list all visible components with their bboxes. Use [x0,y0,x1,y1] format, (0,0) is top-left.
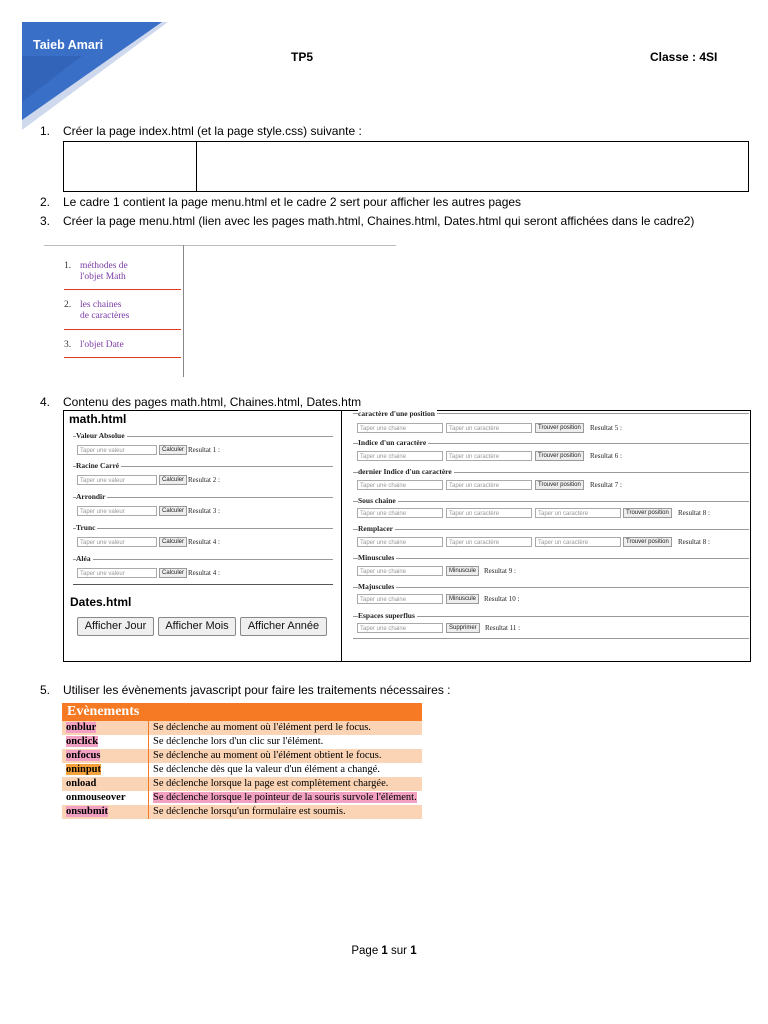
table-row [62,805,422,819]
footer-of-word: sur [391,945,408,957]
author-name: Taieb Amari [33,38,104,52]
event-name-cell [62,777,149,791]
string-input[interactable]: Taper une chaine [357,451,443,461]
step-number: 2. [40,195,51,209]
math-value-input[interactable]: Taper une valeur [77,475,157,485]
calculate-button[interactable]: Calculer [159,475,187,485]
table-row [62,763,422,777]
event-name: onclick [66,736,99,747]
event-description: Se déclenche lors d'un clic sur l'élément. [149,735,423,749]
menu-separator [64,289,181,290]
menu-link-chaines[interactable] [80,300,129,322]
table-row [62,777,422,791]
events-table [62,703,422,819]
step-2 [0,195,768,211]
math-value-input[interactable]: Taper une valeur [77,445,157,455]
result-label: Resultat 5 : [590,424,622,432]
event-description: Se déclenche lorsqu'un formulaire est soumis. [149,805,423,819]
fieldset-border [353,587,749,588]
footer-page-number: 1 [381,945,388,957]
menu-item-number: 2. [64,300,72,310]
show-year-button[interactable]: Afficher Année [240,617,327,636]
result-label: Resultat 3 : [188,507,220,515]
step-text: Créer la page menu.html (lien avec les pages math.html, Chaines.html, Dates.html qui seront affichées dans le cadre2) [63,214,695,228]
menu-link-line: méthodes de [80,261,128,271]
event-name: onload [66,778,97,789]
footer-page-word: Page [351,945,379,957]
show-day-button[interactable]: Afficher Jour [77,617,154,636]
result-label: Resultat 4 : [188,569,220,577]
math-value-input[interactable]: Taper une valeur [77,568,157,578]
char-input[interactable]: Taper un caractère [446,423,532,433]
string-input[interactable]: Taper une chaine [357,594,443,604]
find-position-button[interactable]: Trouver position [623,537,672,547]
step-3 [0,214,768,230]
menu-separator [64,329,181,330]
step-text: Créer la page index.html (et la page style.css) suivante : [63,124,362,138]
fieldset-border [73,528,333,529]
fieldset-legend: Valeur Absolue [76,431,125,440]
step-number: 1. [40,124,51,138]
lowercase-button[interactable]: Minuscule [446,566,479,576]
char-input[interactable]: Taper un caractère [446,537,532,547]
event-name: onsubmit [66,806,109,817]
fieldset-legend: dernier Indice d'un caractère [358,467,452,476]
event-description [149,791,423,805]
page-footer [0,945,768,957]
show-month-button[interactable]: Afficher Mois [158,617,236,636]
fieldset-legend: caractère d'une position [358,409,435,418]
event-name: onfocus [66,750,101,761]
string-input[interactable]: Taper une chaine [357,566,443,576]
string-input[interactable]: Taper une chaine [357,537,443,547]
menu-link-date[interactable]: l'objet Date [80,340,124,350]
fieldset-legend: Racine Carré [76,461,120,470]
table-header: Evènements [62,703,422,721]
fieldset-legend: Remplacer [358,524,393,533]
event-name-cell [62,791,149,805]
class-label: Classe : 4SI [650,50,718,64]
result-label: Resultat 10 : [484,595,520,603]
pages-preview [63,410,751,662]
footer-page-total: 1 [410,945,417,957]
calculate-button[interactable]: Calculer [159,445,187,455]
result-label: Resultat 11 : [485,624,521,632]
fieldset-border [353,501,749,502]
math-page-title: math.html [69,412,127,426]
calculate-button[interactable]: Calculer [159,537,187,547]
result-label: Resultat 9 : [484,567,516,575]
find-position-button[interactable]: Trouver position [535,423,584,433]
step-1 [0,124,768,140]
frameset-diagram [63,141,749,192]
fieldset-legend: Indice d'un caractère [358,438,427,447]
menu-page-preview [44,245,396,377]
table-row [62,735,422,749]
fieldset-border [73,584,333,585]
string-input[interactable]: Taper une chaine [357,508,443,518]
step-text: Contenu des pages math.html, Chaines.html, Dates.htm [63,395,362,409]
step-number: 4. [40,395,51,409]
menu-link-line: les chaines [80,300,122,310]
table-row [62,791,422,805]
event-name: onblur [66,722,97,733]
menu-item-number: 1. [64,261,72,271]
table-row [62,721,422,735]
event-description: Se déclenche lorsque la page est complètement chargée. [149,777,423,791]
math-value-input[interactable]: Taper une valeur [77,506,157,516]
fieldset-legend: Sous chaine [358,496,396,505]
event-name-cell [62,749,149,763]
result-label: Resultat 6 : [590,452,622,460]
fieldset-border [353,558,749,559]
calculate-button[interactable]: Calculer [159,506,187,516]
result-label: Resultat 4 : [188,538,220,546]
fieldset-legend: Trunc [76,523,96,532]
fieldset-border [353,638,749,639]
menu-link-line: l'objet Math [80,272,126,282]
string-input[interactable]: Taper une chaine [357,480,443,490]
step-number: 3. [40,214,51,228]
menu-item-number: 3. [64,340,72,350]
fieldset-legend: Majuscules [358,582,395,591]
table-header-row [62,703,422,721]
uppercase-button[interactable]: Minuscule [446,594,479,604]
result-label: Resultat 8 : [678,538,710,546]
event-name-cell [62,805,149,819]
result-label: Resultat 1 : [188,446,220,454]
preview-top-border [44,245,396,246]
char-input[interactable]: Taper un caractère [535,537,621,547]
string-input[interactable]: Taper une chaine [357,623,443,633]
remove-spaces-button[interactable]: Supprimer [446,623,480,633]
step-number: 5. [40,683,51,697]
menu-separator [64,357,181,358]
char-input[interactable]: Taper un caractère [446,508,532,518]
event-description: Se déclenche dès que la valeur d'un élément a changé. [149,763,423,777]
fieldset-border [353,529,749,530]
step-text: Le cadre 1 contient la page menu.html et le cadre 2 sert pour afficher les autres pages [63,195,522,209]
event-name-cell [62,721,149,735]
step-5 [0,683,768,699]
fieldset-border [73,559,333,560]
event-name-cell [62,735,149,749]
find-position-button[interactable]: Trouver position [623,508,672,518]
event-name: oninput [66,764,102,775]
event-description: Se déclenche au moment où l'élément obtient le focus. [149,749,423,763]
preview-frame-divider [183,245,184,377]
calculate-button[interactable]: Calculer [159,568,187,578]
event-description: Se déclenche au moment où l'élément perd le focus. [149,721,423,735]
menu-link-math[interactable] [80,261,128,283]
document-title: TP5 [291,50,314,64]
result-label: Resultat 8 : [678,509,710,517]
string-input[interactable]: Taper une chaine [357,423,443,433]
menu-link-line: de caractères [80,311,130,321]
result-label: Resultat 7 : [590,481,622,489]
char-input[interactable]: Taper un caractère [446,480,532,490]
fieldset-legend: Espaces superflus [358,611,415,620]
event-name-cell [62,763,149,777]
frame-divider [196,142,197,191]
char-input[interactable]: Taper un caractère [446,451,532,461]
event-description-text: Se déclenche lorsque le pointeur de la souris survole l'élément. [153,792,417,803]
math-value-input[interactable]: Taper une valeur [77,537,157,547]
event-name: onmouseover [66,792,126,803]
find-position-button[interactable]: Trouver position [535,451,584,461]
dates-page-title: Dates.html [70,595,132,609]
fieldset-legend: Minuscules [358,553,395,562]
fieldset-border [73,497,333,498]
find-position-button[interactable]: Trouver position [535,480,584,490]
fieldset-legend: Aléa [76,554,91,563]
pages-frame-divider [341,411,342,661]
result-label: Resultat 2 : [188,476,220,484]
char-input[interactable]: Taper un caractère [535,508,621,518]
table-row [62,749,422,763]
step-text: Utiliser les évènements javascript pour faire les traitements nécessaires : [63,683,451,697]
fieldset-legend: Arrondir [76,492,106,501]
